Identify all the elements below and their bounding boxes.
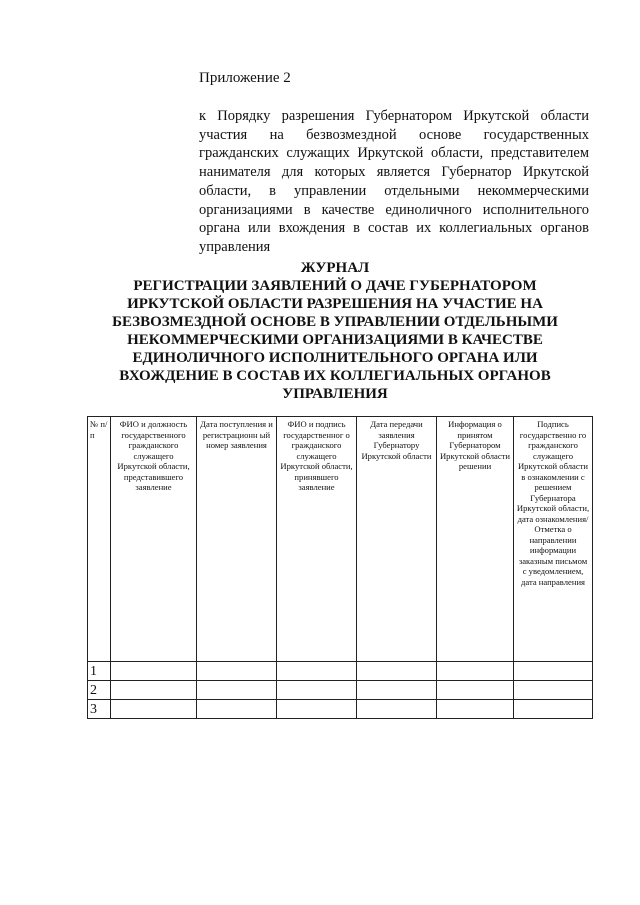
table-cell (437, 681, 514, 700)
order-line: нанимателя для которых является Губернатор Иркутской (199, 164, 589, 181)
title-line: РЕГИСТРАЦИИ ЗАЯВЛЕНИЙ О ДАЧЕ ГУБЕРНАТОРОМ (133, 278, 537, 294)
title-line: УПРАВЛЕНИЯ (282, 386, 388, 402)
table-cell (277, 681, 357, 700)
header-transfer-date: Дата передачи заявления Губернатору Иркутской области (357, 417, 437, 662)
row-number: 3 (88, 700, 111, 719)
header-receipt-date: Дата поступления и регистрационн ый номер заявления (197, 417, 277, 662)
order-reference (199, 107, 589, 257)
table-cell (357, 700, 437, 719)
order-line: участия на безвозмездной основе государственных (199, 126, 589, 143)
table-cell (514, 662, 593, 681)
table-cell (437, 662, 514, 681)
table-cell (111, 700, 197, 719)
order-line: к Порядку разрешения Губернатором Иркутской области (199, 108, 589, 124)
row-number: 1 (88, 662, 111, 681)
header-applicant: ФИО и должность государственного гражданского служащего Иркутской области, представившего заявление (111, 417, 197, 662)
order-line: органа или вхождения в состав их коллегиальных органов (199, 220, 589, 237)
table-cell (277, 700, 357, 719)
header-decision: Информация о принятом Губернатором Иркутской области решении (437, 417, 514, 662)
title-line: ЕДИНОЛИЧНОГО ИСПОЛНИТЕЛЬНОГО ОРГАНА ИЛИ (132, 350, 538, 366)
table-cell (197, 681, 277, 700)
journal-table (87, 416, 593, 719)
table-cell (357, 662, 437, 681)
order-line: области, в управлении отдельными некоммерческими (199, 182, 589, 199)
header-receiver: ФИО и подпись государственног о гражданского служащего Иркутской области, принявшего заявление (277, 417, 357, 662)
header-acknowledgement: Подпись государственно го гражданского служащего Иркутской области в ознакомлении с решением Губернатора Иркутской области, дата ознакомления/ Отметка о направлении информации заказным письмом с уведомлением, дата направления (514, 417, 593, 662)
title-line: ЖУРНАЛ (300, 260, 370, 276)
table-header-row (88, 417, 593, 662)
appendix-label: Приложение 2 (199, 70, 291, 86)
table-cell (437, 700, 514, 719)
table-cell (514, 681, 593, 700)
table-cell (111, 662, 197, 681)
table-cell (111, 681, 197, 700)
order-line: управления (199, 238, 271, 255)
title-line: ИРКУТСКОЙ ОБЛАСТИ РАЗРЕШЕНИЯ НА УЧАСТИЕ НА (127, 296, 543, 312)
title-line: ВХОЖДЕНИЕ В СОСТАВ ИХ КОЛЛЕГИАЛЬНЫХ ОРГАНОВ (119, 368, 551, 384)
table-row (88, 681, 593, 700)
row-number: 2 (88, 681, 111, 700)
title-line: НЕКОММЕРЧЕСКИМИ ОРГАНИЗАЦИЯМИ В КАЧЕСТВЕ (127, 332, 543, 348)
order-line: организациями в качестве единоличного исполнительного (199, 201, 589, 218)
table-cell (197, 662, 277, 681)
table-cell (197, 700, 277, 719)
table-cell (277, 662, 357, 681)
title-line: БЕЗВОЗМЕЗДНОЙ ОСНОВЕ В УПРАВЛЕНИИ ОТДЕЛЬНЫМИ (112, 314, 558, 330)
order-line: гражданских служащих Иркутской области, представителем (199, 145, 589, 162)
table-row (88, 700, 593, 719)
journal-title (95, 259, 575, 403)
table-cell (514, 700, 593, 719)
header-number: № п/п (88, 417, 111, 662)
table-cell (357, 681, 437, 700)
table-row (88, 662, 593, 681)
